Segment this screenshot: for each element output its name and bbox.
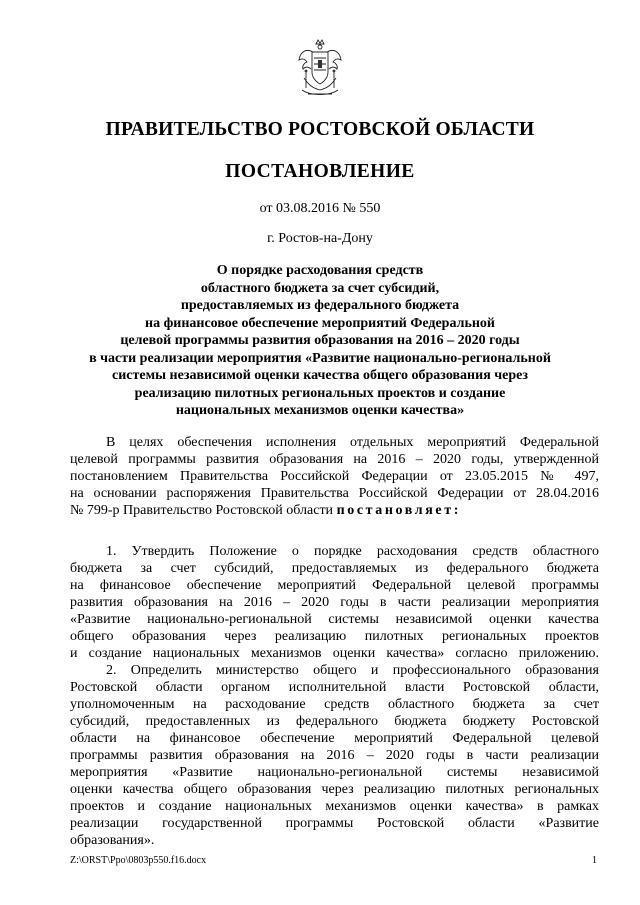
item2-line: оценки качества общего образования через реализацию пилотных региональных bbox=[70, 782, 599, 797]
item1-line: и создание национальных механизмов оценки качества» согласно приложению. bbox=[70, 646, 599, 661]
document-title bbox=[60, 262, 580, 420]
title-line: системы независимой оценки качества общего образования через bbox=[111, 368, 528, 383]
item2-line: реализации государственной программы Ростовской области «Развитие bbox=[70, 816, 599, 831]
preamble-line: постановлением Правительства Российской Федерации от 23.05.2015 № 497, bbox=[70, 469, 599, 484]
title-line: реализацию пилотных региональных проектов и создание bbox=[134, 385, 506, 401]
item2-line: образования». bbox=[70, 833, 155, 848]
item2-line: программы развития образования на 2016 – 2020 годы в части реализации bbox=[70, 748, 599, 763]
title-line: национальных механизмов оценки качества» bbox=[175, 403, 465, 418]
item2-line: субсидий, предоставленных из федерального бюджета бюджету Ростовской bbox=[70, 714, 599, 729]
title-line: в части реализации мероприятия «Развитие национально-региональной bbox=[89, 350, 551, 366]
preamble-line: № 799-р Правительство Ростовской области bbox=[70, 503, 334, 518]
title-line: областного бюджета за счет субсидий, bbox=[200, 280, 440, 296]
item1-line: на финансовое обеспечение мероприятий Федеральной целевой программы bbox=[70, 578, 599, 593]
item2-line: уполномоченным на расходование средств областного бюджета за счет bbox=[70, 697, 599, 712]
item2-line: проектов и создание национальных механизмов оценки качества» в рамках bbox=[70, 799, 599, 814]
item1-line: бюджета за счет субсидий, предоставляемых из федерального бюджета bbox=[70, 561, 599, 576]
title-line: предоставляемых из федерального бюджета bbox=[180, 298, 460, 313]
item2-line: области на финансовое обеспечение мероприятий Федеральной целевой bbox=[70, 731, 599, 746]
item2-line: мероприятия «Развитие национально-региональной системы независимой bbox=[70, 765, 599, 780]
page-number: 1 bbox=[592, 855, 597, 866]
title-line: на финансовое обеспечение мероприятий Федеральной bbox=[145, 315, 495, 331]
item2-line: 2. Определить министерство общего и профессионального образования bbox=[106, 663, 599, 678]
preamble-line: В целях обеспечения исполнения отдельных мероприятий Федеральной bbox=[106, 435, 599, 450]
coat-of-arms-emblem bbox=[296, 38, 344, 98]
item2-line: Ростовской области органом исполнительной власти Ростовской области, bbox=[70, 680, 599, 695]
footer-file-path: Z:\ORST\Ppo\0803p550.f16.docx bbox=[70, 855, 207, 866]
preamble-line: целевой программы развития образования на 2016 – 2020 годы, утвержденной bbox=[70, 452, 599, 467]
city: г. Ростов-на-Дону bbox=[267, 231, 373, 246]
item1-line: общего образования через реализацию пилотных региональных проектов bbox=[70, 629, 599, 644]
title-line: О порядке расходования средств bbox=[216, 263, 424, 278]
decree-word: постановляет: bbox=[336, 503, 461, 518]
document-type: ПОСТАНОВЛЕНИЕ bbox=[225, 161, 415, 182]
title-line: целевой программы развития образования на 2016 – 2020 годы bbox=[120, 333, 520, 348]
preamble-last-line bbox=[70, 502, 599, 519]
item1-line: «Развитие национально-региональной системы независимой оценки качества bbox=[70, 612, 599, 627]
preamble-line: на основании распоряжения Правительства Российской Федерации от 28.04.2016 bbox=[70, 486, 599, 501]
item1-line: развития образования на 2016 – 2020 годы в части реализации мероприятия bbox=[70, 595, 599, 610]
government-name: ПРАВИТЕЛЬСТВО РОСТОВСКОЙ ОБЛАСТИ bbox=[105, 119, 535, 140]
item1-line: 1. Утвердить Положение о порядке расходования средств областного bbox=[106, 544, 599, 559]
date-number: от 03.08.2016 № 550 bbox=[259, 201, 381, 216]
